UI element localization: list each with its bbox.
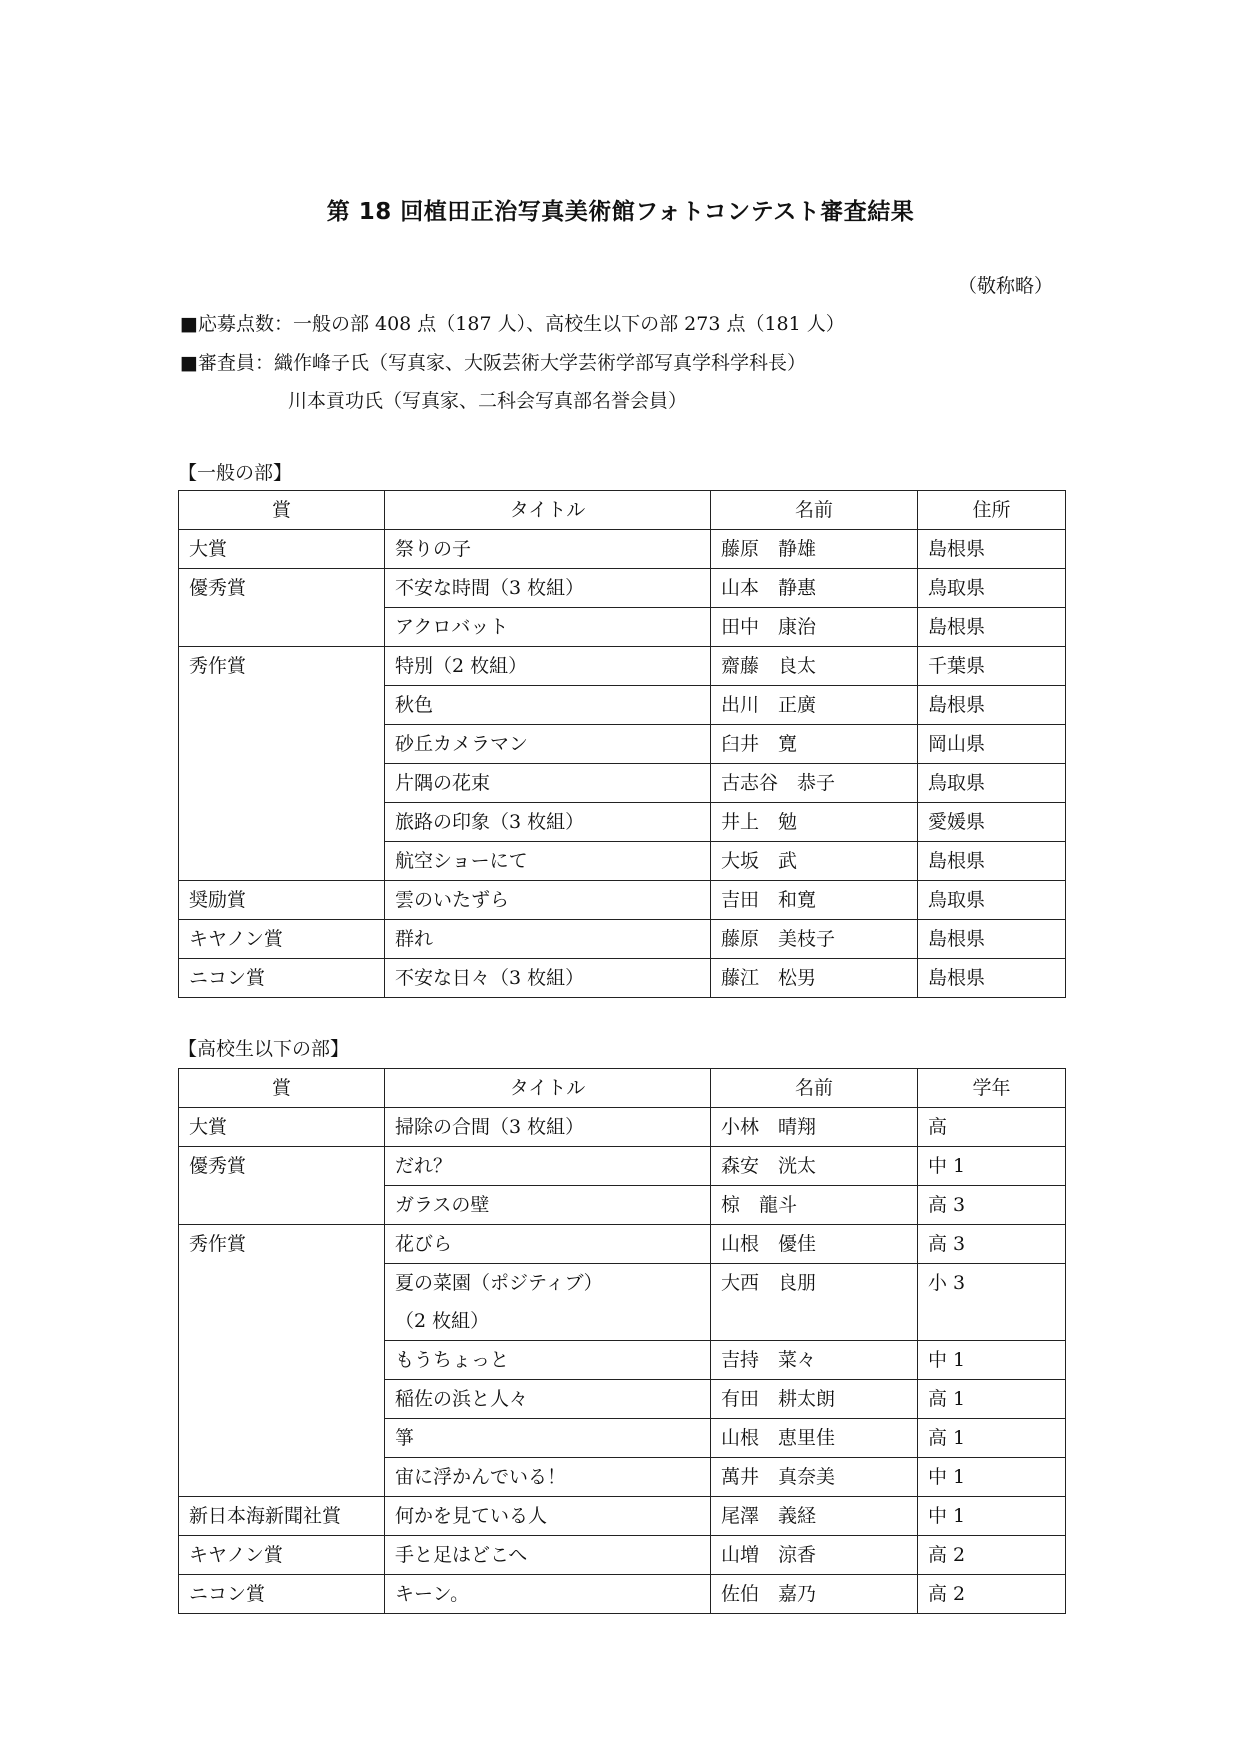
name-cell: 椋 龍斗 xyxy=(711,1186,918,1225)
title-cell xyxy=(385,1380,711,1419)
name-cell: 大坂 武 xyxy=(711,842,918,881)
info-cell: 小 3 xyxy=(918,1264,1066,1341)
name-cell: 藤原 静雄 xyxy=(711,530,918,569)
title-cell xyxy=(385,569,711,608)
judges-line-2: 川本貢功氏（写真家、二科会写真部名誉会員） xyxy=(288,390,688,412)
name-cell: 小林 晴翔 xyxy=(711,1108,918,1147)
info-cell: 島根県 xyxy=(918,608,1066,647)
youth-section-heading: 【高校生以下の部】 xyxy=(178,1038,350,1060)
title-cell xyxy=(385,1264,711,1341)
info-cell: 鳥取県 xyxy=(918,881,1066,920)
table-row xyxy=(179,647,1066,686)
name-cell: 佐伯 嘉乃 xyxy=(711,1575,918,1614)
header-award: 賞 xyxy=(179,1069,385,1108)
name-cell: 吉田 和寛 xyxy=(711,881,918,920)
title-cell xyxy=(385,1497,711,1536)
award-cell: 奨励賞 xyxy=(179,881,385,920)
title-cell xyxy=(385,686,711,725)
info-cell: 千葉県 xyxy=(918,647,1066,686)
title-text: だれ？ xyxy=(395,1155,453,1177)
name-cell: 古志谷 恭子 xyxy=(711,764,918,803)
award-cell: キヤノン賞 xyxy=(179,1536,385,1575)
award-cell: ニコン賞 xyxy=(179,959,385,998)
table-row xyxy=(179,1147,1066,1186)
name-cell: 齋藤 良太 xyxy=(711,647,918,686)
info-cell: 高 2 xyxy=(918,1536,1066,1575)
title-text: 手と足はどこへ xyxy=(395,1544,528,1566)
info-cell: 鳥取県 xyxy=(918,569,1066,608)
title-text: キーン。 xyxy=(395,1583,470,1605)
title-cell xyxy=(385,1458,711,1497)
title-cell xyxy=(385,764,711,803)
info-cell: 岡山県 xyxy=(918,725,1066,764)
judges-line: ■審査員：織作峰子氏（写真家、大阪芸術大学芸術学部写真学科学科長） xyxy=(180,352,806,374)
general-awards-table xyxy=(178,490,1066,998)
info-cell: 高 2 xyxy=(918,1575,1066,1614)
info-cell: 高 xyxy=(918,1108,1066,1147)
award-cell: 大賞 xyxy=(179,1108,385,1147)
title-text: 砂丘カメラマン xyxy=(395,733,529,755)
info-cell: 中 1 xyxy=(918,1341,1066,1380)
award-cell: 秀作賞 xyxy=(179,1225,385,1497)
title-cell xyxy=(385,842,711,881)
title-cell xyxy=(385,959,711,998)
award-cell: 新日本海新聞社賞 xyxy=(179,1497,385,1536)
title-cell xyxy=(385,803,711,842)
info-cell: 中 1 xyxy=(918,1497,1066,1536)
table-row xyxy=(179,920,1066,959)
table-row xyxy=(179,1225,1066,1264)
title-text: アクロバット xyxy=(395,616,509,638)
name-cell: 有田 耕太朗 xyxy=(711,1380,918,1419)
info-cell: 島根県 xyxy=(918,842,1066,881)
name-cell: 萬井 真奈美 xyxy=(711,1458,918,1497)
title-text-line2: （2 枚組） xyxy=(395,1310,490,1332)
info-cell: 中 1 xyxy=(918,1458,1066,1497)
header-grade: 学年 xyxy=(918,1069,1066,1108)
award-cell: ニコン賞 xyxy=(179,1575,385,1614)
title-text: 宙に浮かんでいる！ xyxy=(395,1466,567,1488)
table-row xyxy=(179,959,1066,998)
title-text: 掃除の合間（3 枚組） xyxy=(395,1116,585,1138)
info-cell: 高 3 xyxy=(918,1186,1066,1225)
award-cell: 優秀賞 xyxy=(179,569,385,647)
entries-line: ■応募点数：一般の部 408 点（187 人）、高校生以下の部 273 点（181 人） xyxy=(180,313,845,335)
info-cell: 島根県 xyxy=(918,959,1066,998)
title-text: 花びら xyxy=(395,1233,453,1255)
title-text: 群れ xyxy=(395,928,434,950)
title-text: 何かを見ている人 xyxy=(395,1505,548,1527)
header-address: 住所 xyxy=(918,491,1066,530)
title-text: 稲佐の浜と人々 xyxy=(395,1388,529,1410)
award-cell: 大賞 xyxy=(179,530,385,569)
table-row xyxy=(179,1108,1066,1147)
title-cell xyxy=(385,1575,711,1614)
name-cell: 吉持 菜々 xyxy=(711,1341,918,1380)
title-cell xyxy=(385,1536,711,1575)
name-cell: 山根 恵里佳 xyxy=(711,1419,918,1458)
table-row xyxy=(179,1536,1066,1575)
title-text: 航空ショーにて xyxy=(395,850,528,872)
general-section-heading: 【一般の部】 xyxy=(178,462,293,484)
page-title: 第 18 回植田正治写真美術館フォトコンテスト審査結果 xyxy=(326,199,915,225)
header-name: 名前 xyxy=(711,491,918,530)
title-cell xyxy=(385,647,711,686)
title-text: 特別（2 枚組） xyxy=(395,655,528,677)
title-text: 祭りの子 xyxy=(395,538,472,560)
info-cell: 鳥取県 xyxy=(918,764,1066,803)
title-text: 箏 xyxy=(395,1427,415,1449)
title-cell xyxy=(385,725,711,764)
header-award: 賞 xyxy=(179,491,385,530)
table-row xyxy=(179,881,1066,920)
table-header-row xyxy=(179,1069,1066,1108)
title-cell xyxy=(385,1186,711,1225)
header-title: タイトル xyxy=(385,491,711,530)
table-row xyxy=(179,530,1066,569)
title-cell xyxy=(385,1419,711,1458)
info-cell: 高 3 xyxy=(918,1225,1066,1264)
name-cell: 田中 康治 xyxy=(711,608,918,647)
honorific-note: （敬称略） xyxy=(957,275,1053,297)
info-cell: 島根県 xyxy=(918,530,1066,569)
name-cell: 森安 洸太 xyxy=(711,1147,918,1186)
name-cell: 藤江 松男 xyxy=(711,959,918,998)
title-cell xyxy=(385,920,711,959)
header-name: 名前 xyxy=(711,1069,918,1108)
name-cell: 山根 優佳 xyxy=(711,1225,918,1264)
title-text: 不安な日々（3 枚組） xyxy=(395,967,585,989)
name-cell: 山増 涼香 xyxy=(711,1536,918,1575)
title-cell xyxy=(385,1147,711,1186)
title-text: ガラスの壁 xyxy=(395,1194,490,1216)
title-cell xyxy=(385,1108,711,1147)
title-cell xyxy=(385,608,711,647)
title-text: 雲のいたずら xyxy=(395,889,510,911)
info-cell: 高 1 xyxy=(918,1380,1066,1419)
name-cell: 井上 勉 xyxy=(711,803,918,842)
title-cell xyxy=(385,881,711,920)
info-cell: 高 1 xyxy=(918,1419,1066,1458)
info-cell: 愛媛県 xyxy=(918,803,1066,842)
info-cell: 中 1 xyxy=(918,1147,1066,1186)
name-cell: 山本 静惠 xyxy=(711,569,918,608)
title-text: 夏の菜園（ポジティブ） xyxy=(395,1272,603,1294)
name-cell: 出川 正廣 xyxy=(711,686,918,725)
title-cell xyxy=(385,530,711,569)
name-cell: 尾澤 義経 xyxy=(711,1497,918,1536)
title-cell xyxy=(385,1225,711,1264)
award-cell: キヤノン賞 xyxy=(179,920,385,959)
name-cell: 藤原 美枝子 xyxy=(711,920,918,959)
table-row xyxy=(179,1497,1066,1536)
title-text: 不安な時間（3 枚組） xyxy=(395,577,585,599)
name-cell: 大西 良朋 xyxy=(711,1264,918,1341)
title-text: 片隅の花束 xyxy=(395,772,491,794)
table-header-row xyxy=(179,491,1066,530)
info-cell: 島根県 xyxy=(918,920,1066,959)
title-cell xyxy=(385,1341,711,1380)
award-cell: 秀作賞 xyxy=(179,647,385,881)
header-title: タイトル xyxy=(385,1069,711,1108)
table-row xyxy=(179,569,1066,608)
youth-awards-table xyxy=(178,1068,1066,1614)
title-text: 秋色 xyxy=(395,694,434,716)
title-text: 旅路の印象（3 枚組） xyxy=(395,811,585,833)
table-row xyxy=(179,1575,1066,1614)
name-cell: 臼井 寛 xyxy=(711,725,918,764)
title-text: もうちょっと xyxy=(395,1349,510,1371)
info-cell: 島根県 xyxy=(918,686,1066,725)
award-cell: 優秀賞 xyxy=(179,1147,385,1225)
